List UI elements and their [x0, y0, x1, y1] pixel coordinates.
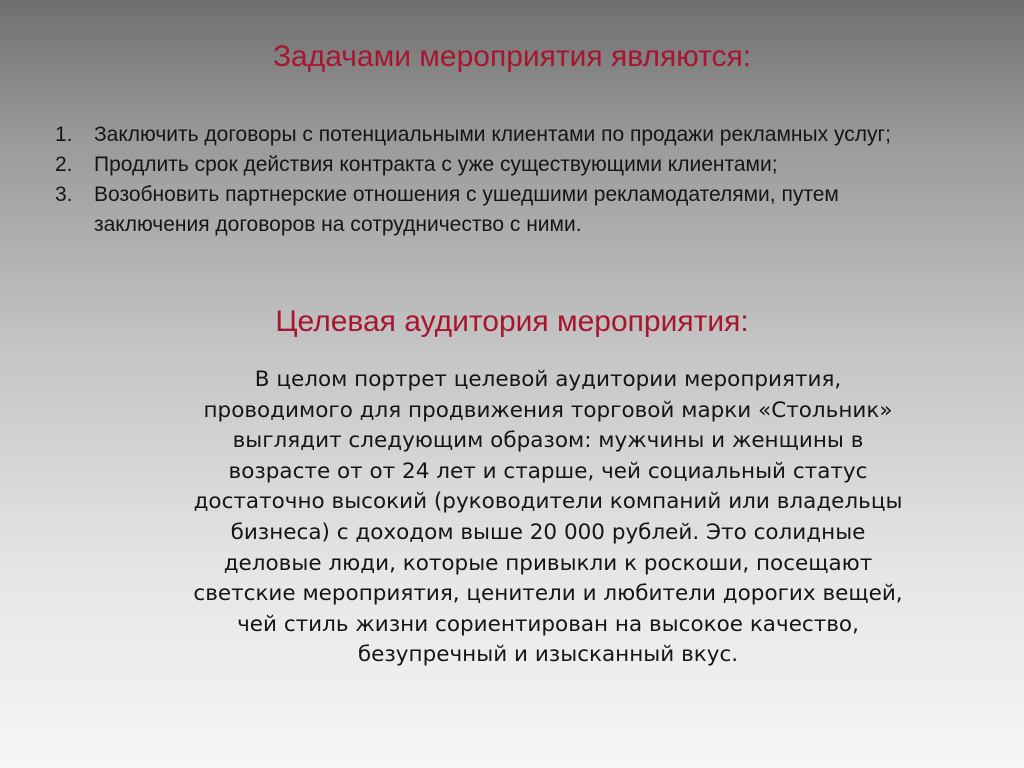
- audience-title: Целевая аудитория мероприятия:: [275, 305, 749, 338]
- tasks-list: [55, 120, 955, 240]
- list-item-number: 2.: [55, 153, 73, 176]
- list-item: [55, 120, 955, 150]
- list-item-text: Продлить срок действия контракта с уже существующими клиентами;: [94, 153, 778, 176]
- list-item-text: Заключить договоры с потенциальными клиентами по продажи рекламных услуг;: [94, 123, 891, 146]
- list-item-number: 1.: [55, 123, 73, 146]
- list-item: [55, 150, 955, 180]
- list-item-number: 3.: [55, 183, 73, 206]
- audience-description: В целом портрет целевой аудитории мероприятия, проводимого для продвижения торговой марки «Стольник» выглядит следующим образом: мужчины и женщины в возрасте от от 24 лет и старше, чей социальный статус достаточно высокий (руководители компаний или владельцы бизнеса) с доходом выше 20 000 рублей. Это солидные деловые люди, которые привыкли к роскоши, посещают светские мероприятия, ценители и любители дорогих вещей, чей стиль жизни сориентирован на высокое качество, безупречный и изысканный вкус.: [193, 367, 903, 668]
- list-item: [55, 180, 955, 240]
- list-item-text: Возобновить партнерские отношения с ушедшими рекламодателями, путем заключения договоров на сотрудничество с ними.: [94, 183, 839, 236]
- tasks-title: Задачами мероприятия являются:: [272, 40, 752, 73]
